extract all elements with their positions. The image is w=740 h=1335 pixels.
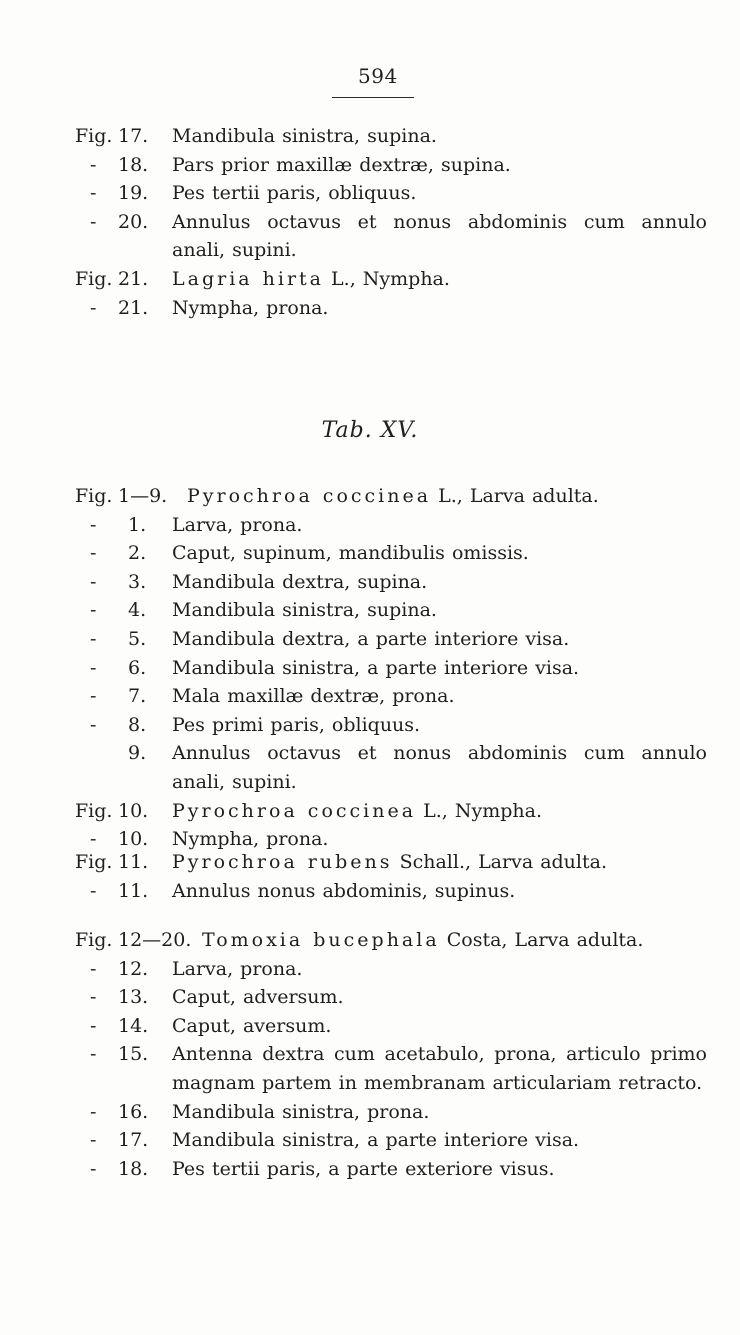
figure-number: 8. (128, 714, 147, 736)
caption-line (0, 235, 740, 265)
figure-label: - (90, 628, 97, 650)
caption-line (0, 567, 740, 597)
caption-line (0, 207, 740, 237)
caption-line (0, 710, 740, 740)
figure-number: 12—20. (118, 929, 192, 951)
figure-number: 19. (118, 182, 149, 204)
caption-description: L., Nympha. (324, 268, 450, 290)
species-name: Tomoxia bucephala (202, 929, 440, 951)
caption-description: Annulus octavus et nonus abdominis cum annulo (172, 211, 707, 233)
caption-text (172, 1039, 707, 1069)
figure-label: - (90, 828, 97, 850)
caption-line (0, 150, 740, 180)
figure-label: Fig. (75, 125, 113, 147)
caption-line (0, 925, 740, 955)
caption-description: anali, supini. (172, 239, 297, 261)
figure-label: - (90, 986, 97, 1008)
caption-text (172, 710, 420, 740)
figure-number: 18. (118, 154, 149, 176)
caption-line (0, 624, 740, 654)
caption-description: Pes tertii paris, obliquus. (172, 182, 417, 204)
caption-text (172, 510, 302, 540)
species-name: Lagria hirta (172, 268, 324, 290)
caption-line (0, 1068, 740, 1098)
page-number: 594 (358, 64, 398, 88)
caption-description: magnam partem in membranam articulariam retracto. (172, 1072, 703, 1094)
caption-text (172, 1097, 429, 1127)
figure-label: - (90, 514, 97, 536)
caption-text (172, 796, 542, 826)
caption-text (172, 538, 529, 568)
figure-label: - (90, 958, 97, 980)
figure-label: - (90, 1158, 97, 1180)
caption-line (0, 121, 740, 151)
figure-label: - (90, 685, 97, 707)
caption-text (172, 178, 416, 208)
caption-text (172, 207, 707, 237)
caption-description: Mandibula sinistra, supina. (172, 599, 437, 621)
caption-text (172, 595, 437, 625)
caption-description: L., Larva adulta. (431, 485, 599, 507)
caption-description: Annulus octavus et nonus abdominis cum annulo (172, 742, 707, 764)
figure-number: 10. (118, 800, 149, 822)
figure-label: - (90, 1129, 97, 1151)
caption-description: Larva, prona. (172, 514, 303, 536)
figure-number: 15. (118, 1043, 149, 1065)
figure-number: 11. (118, 851, 149, 873)
caption-line (0, 653, 740, 683)
figure-label: Fig. (75, 485, 113, 507)
caption-text (172, 982, 344, 1012)
figure-number: 5. (128, 628, 147, 650)
caption-line (0, 481, 740, 511)
caption-description: Costa, Larva adulta. (439, 929, 644, 951)
species-name: Pyrochroa coccinea (172, 800, 417, 822)
caption-description: Mandibula sinistra, a parte interiore visa. (172, 1129, 580, 1151)
figure-label: Fig. (75, 851, 113, 873)
figure-number: 7. (128, 685, 147, 707)
figure-number: 6. (128, 657, 147, 679)
section-title: Tab. XV. (321, 418, 419, 443)
caption-line (0, 595, 740, 625)
caption-text (172, 653, 579, 683)
caption-line (0, 767, 740, 797)
caption-description: Annulus nonus abdominis, supinus. (172, 880, 516, 902)
figure-label: - (90, 297, 97, 319)
caption-description: Mandibula sinistra, prona. (172, 1101, 430, 1123)
caption-text (172, 1125, 579, 1155)
caption-line (0, 954, 740, 984)
caption-text (172, 1011, 331, 1041)
figure-number: 13. (118, 986, 149, 1008)
figure-number: 4. (128, 599, 147, 621)
caption-text (172, 1068, 702, 1098)
caption-line (0, 510, 740, 540)
figure-label: - (90, 542, 97, 564)
species-name: Pyrochroa coccinea (187, 485, 432, 507)
figure-label: - (90, 1015, 97, 1037)
caption-description: Mandibula dextra, a parte interiore visa. (172, 628, 570, 650)
figure-number: 2. (128, 542, 147, 564)
figure-number: 11. (118, 880, 149, 902)
caption-text (172, 847, 607, 877)
caption-line (0, 1125, 740, 1155)
species-name: Pyrochroa rubens (172, 851, 393, 873)
figure-number: 10. (118, 828, 149, 850)
caption-description: L., Nympha. (416, 800, 542, 822)
caption-line (0, 681, 740, 711)
caption-description: Nympha, prona. (172, 828, 329, 850)
caption-line (0, 1011, 740, 1041)
caption-description: Pars prior maxillæ dextræ, supina. (172, 154, 511, 176)
caption-line (0, 847, 740, 877)
caption-description: Mandibula dextra, supina. (172, 571, 428, 593)
caption-text (172, 293, 328, 323)
caption-description: Mandibula sinistra, supina. (172, 125, 437, 147)
figure-label: - (90, 154, 97, 176)
caption-description: Antenna dextra cum acetabulo, prona, articulo primo (172, 1043, 707, 1065)
figure-number: 17. (118, 125, 149, 147)
figure-number: 16. (118, 1101, 149, 1123)
caption-description: Nympha, prona. (172, 297, 329, 319)
figure-number: 20. (118, 211, 149, 233)
caption-text (172, 767, 297, 797)
caption-text (172, 954, 302, 984)
figure-number: 1—9. (118, 485, 168, 507)
caption-line (0, 264, 740, 294)
caption-text (172, 681, 454, 711)
caption-text (172, 624, 569, 654)
figure-label: - (90, 880, 97, 902)
figure-label: - (90, 571, 97, 593)
caption-text (172, 264, 450, 294)
caption-description: Pes tertii paris, a parte exteriore visus. (172, 1158, 555, 1180)
figure-number: 1. (128, 514, 147, 536)
caption-line (0, 796, 740, 826)
figure-number: 3. (128, 571, 147, 593)
caption-description: Mala maxillæ dextræ, prona. (172, 685, 455, 707)
caption-text (172, 738, 707, 768)
caption-line (0, 293, 740, 323)
figure-number: 9. (128, 742, 147, 764)
caption-description: Caput, supinum, mandibulis omissis. (172, 542, 529, 564)
figure-label: Fig. (75, 929, 113, 951)
caption-text (172, 876, 515, 906)
figure-label: Fig. (75, 800, 113, 822)
caption-line (0, 738, 740, 768)
caption-text (172, 121, 437, 151)
figure-number: 17. (118, 1129, 149, 1151)
caption-line (0, 1154, 740, 1184)
caption-description: Schall., Larva adulta. (392, 851, 607, 873)
caption-text (172, 567, 427, 597)
caption-text (202, 925, 643, 955)
figure-label: - (90, 657, 97, 679)
figure-label: - (90, 182, 97, 204)
figure-label: - (90, 1043, 97, 1065)
caption-description: Pes primi paris, obliquus. (172, 714, 421, 736)
figure-label: - (90, 211, 97, 233)
figure-number: 12. (118, 958, 149, 980)
caption-text (172, 1154, 554, 1184)
figure-number: 21. (118, 297, 149, 319)
caption-description: Mandibula sinistra, a parte interiore visa. (172, 657, 580, 679)
figure-label: - (90, 1101, 97, 1123)
caption-line (0, 876, 740, 906)
figure-label: Fig. (75, 268, 113, 290)
caption-text (172, 150, 511, 180)
caption-line (0, 1039, 740, 1069)
caption-description: Caput, adversum. (172, 986, 344, 1008)
caption-line (0, 538, 740, 568)
caption-line (0, 178, 740, 208)
figure-number: 14. (118, 1015, 149, 1037)
caption-text (172, 235, 297, 265)
caption-description: anali, supini. (172, 771, 297, 793)
caption-description: Caput, aversum. (172, 1015, 332, 1037)
caption-description: Larva, prona. (172, 958, 303, 980)
caption-line (0, 982, 740, 1012)
figure-label: - (90, 714, 97, 736)
caption-line (0, 1097, 740, 1127)
figure-label: - (90, 599, 97, 621)
figure-number: 21. (118, 268, 149, 290)
caption-text (187, 481, 599, 511)
figure-number: 18. (118, 1158, 149, 1180)
